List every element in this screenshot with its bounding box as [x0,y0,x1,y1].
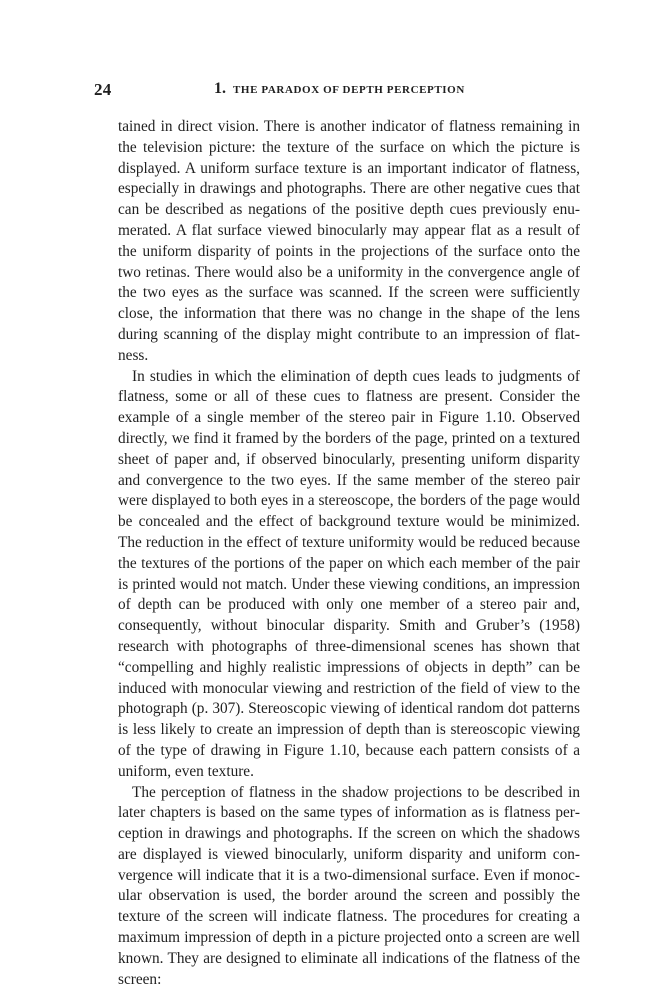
chapter-number: 1. [214,80,226,97]
page-number: 24 [94,80,112,99]
chapter-title: THE PARADOX OF DEPTH PERCEPTION [233,84,465,96]
paragraph: In studies in which the elimination of depth cues leads to judgments of flatness, some or all of these cues to flatness are present. Consider the example of a single member of the stereo pair in Figure 1.10. Observed directly, we find it framed by the borders of the page, printed on a textured sheet of paper and, if observed binocularly, presenting uniform disparity and convergence to the two eyes. If the same member of the stereo pair were displayed to both eyes in a stereoscope, the borders of the page would be concealed and the effect of background texture would be minimized. The reduction in the effect of texture uniformity would be reduced because the textures of the portions of the paper on which each member of the pair is printed would not match. Under these viewing conditions, an impression of depth can be produced with only one member of a stereo pair and, consequently, without binocular disparity. Smith and Gruber’s (1958) research with photographs of three-dimensional scenes has shown that “compelling and highly realistic impressions of objects in depth” can be induced with monocular viewing and restriction of the field of view to the photograph (p. 307). Stereoscopic viewing of identical random dot patterns is less likely to create an impression of depth than is stereoscopic viewing of the type of drawing in Figure 1.10, because each pattern consists of a uniform, even texture. [118,367,580,780]
paragraph: The perception of flatness in the shadow projections to be described in later chapters is based on the same types of information as is flatness perception in drawings and photographs. If the screen on which the shadows are displayed is viewed binocularly, uniform disparity and uniform convergence will indicate that it is a two-dimensional surface. Even if monocular observation is used, the border around the screen and possibly the texture of the screen will indicate flatness. The procedures for creating a maximum impression of depth in a picture projected onto a screen are well known. They are designed to eliminate all indications of the flatness of the screen: [118,783,580,988]
running-head [94,80,580,104]
body-text [118,117,580,990]
chapter-heading [214,80,465,98]
paragraph-continued: tained in direct vision. There is another indicator of flatness remaining in the television picture: the texture of the surface on which the picture is displayed. A uniform surface texture is an important indicator of flatness, especially in drawings and photographs. There are other negative cues that can be described as negations of the positive depth cues previously enumerated. A flat surface viewed binocularly may appear flat as a result of the uniform disparity of points in the projections of the surface onto the two retinas. There would also be a uniformity in the convergence angle of the two eyes as the surface was scanned. If the screen were sufficiently close, the information that there was no change in the shape of the lens during scanning of the display might contribute to an impression of flatness. [118,118,580,364]
